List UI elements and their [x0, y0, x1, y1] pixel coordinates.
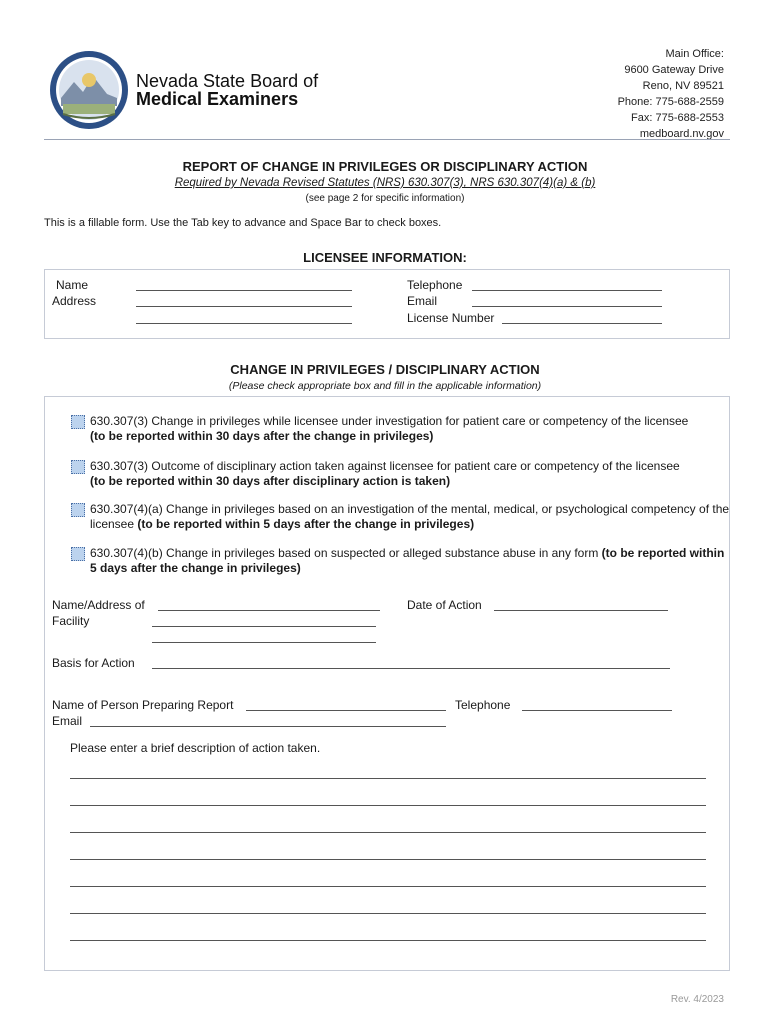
description-line-2[interactable]	[70, 795, 706, 806]
email-label: Email	[407, 294, 438, 308]
description-prompt: Please enter a brief description of action taken.	[70, 741, 321, 755]
preparer-email-label: Email	[52, 714, 83, 728]
org-name-line2: Medical Examiners	[136, 89, 299, 109]
revision-label: Rev. 4/2023	[670, 994, 724, 1005]
option-4-deadline: (to be reported within 5 days after the change in privileges)	[90, 546, 725, 575]
name-label: Name	[56, 278, 89, 292]
date-of-action-field[interactable]	[494, 600, 668, 611]
option-4	[90, 546, 730, 576]
preparer-telephone-label: Telephone	[455, 698, 511, 712]
description-line-6[interactable]	[70, 903, 706, 914]
org-name-line1: Nevada State Board of	[136, 71, 319, 91]
preparer-telephone-field[interactable]	[522, 700, 672, 711]
option-1-checkbox[interactable]	[71, 415, 85, 429]
email-field[interactable]	[472, 296, 662, 307]
office-label: Main Office:	[665, 48, 724, 60]
state-seal-logo	[49, 50, 129, 130]
description-line-5[interactable]	[70, 876, 706, 887]
option-3-checkbox[interactable]	[71, 503, 85, 517]
address-field-2[interactable]	[136, 313, 352, 324]
form-title: REPORT OF CHANGE IN PRIVILEGES OR DISCIPLINARY ACTION	[182, 159, 588, 174]
office-street: 9600 Gateway Drive	[624, 64, 724, 76]
basis-field[interactable]	[152, 658, 670, 669]
date-of-action-label: Date of Action	[407, 598, 482, 612]
option-1-deadline: (to be reported within 30 days after the change in privileges)	[90, 429, 434, 443]
option-4-checkbox[interactable]	[71, 547, 85, 561]
description-line-7[interactable]	[70, 930, 706, 941]
option-3-deadline: (to be reported within 5 days after the change in privileges)	[137, 517, 475, 531]
facility-field-2[interactable]	[152, 616, 376, 627]
description-line-3[interactable]	[70, 822, 706, 833]
fillable-note: This is a fillable form. Use the Tab key to advance and Space Bar to check boxes.	[44, 217, 442, 229]
telephone-label: Telephone	[407, 278, 463, 292]
option-3-text: 630.307(4)(a) Change in privileges based on an investigation of the mental, medical, or psychological competency of the licensee	[90, 502, 730, 531]
option-2-text: 630.307(3) Outcome of disciplinary action taken against licensee for patient care or competency of the licensee	[90, 459, 680, 473]
name-field[interactable]	[136, 280, 352, 291]
license-number-field[interactable]	[502, 313, 662, 324]
description-line-4[interactable]	[70, 849, 706, 860]
option-2	[90, 459, 730, 489]
facility-label-1: Name/Address of	[52, 598, 145, 612]
address-field-1[interactable]	[136, 296, 352, 307]
option-2-deadline: (to be reported within 30 days after disciplinary action is taken)	[90, 474, 451, 488]
office-phone: Phone: 775-688-2559	[617, 96, 724, 108]
office-website: medboard.nv.gov	[639, 128, 724, 140]
option-1-text: 630.307(3) Change in privileges while licensee under investigation for patient care or competency of the licensee	[90, 414, 689, 428]
address-label: Address	[52, 294, 97, 308]
facility-field-3[interactable]	[152, 632, 376, 643]
license-number-label: License Number	[407, 311, 495, 325]
header-divider	[44, 139, 730, 140]
licensee-heading: LICENSEE INFORMATION:	[303, 250, 467, 265]
office-fax: Fax: 775-688-2553	[631, 112, 724, 124]
facility-field-1[interactable]	[158, 600, 380, 611]
action-subheading: (Please check appropriate box and fill in the applicable information)	[228, 380, 542, 392]
office-city: Reno, NV 89521	[642, 80, 724, 92]
form-subtitle-note: (see page 2 for specific information)	[305, 193, 465, 204]
preparer-name-label: Name of Person Preparing Report	[52, 698, 234, 712]
preparer-name-field[interactable]	[246, 700, 446, 711]
description-line-1[interactable]	[70, 768, 706, 779]
facility-label-2: Facility	[52, 614, 90, 628]
telephone-field[interactable]	[472, 280, 662, 291]
option-2-checkbox[interactable]	[71, 460, 85, 474]
option-3	[90, 502, 730, 532]
office-address-block	[618, 46, 724, 142]
preparer-email-field[interactable]	[90, 716, 446, 727]
basis-label: Basis for Action	[52, 656, 135, 670]
option-1	[90, 414, 730, 444]
form-subtitle: Required by Nevada Revised Statutes (NRS) 630.307(3), NRS 630.307(4)(a) & (b)	[174, 177, 596, 189]
option-4-text: 630.307(4)(b) Change in privileges based on suspected or alleged substance abuse in any form	[90, 546, 599, 560]
action-heading: CHANGE IN PRIVILEGES / DISCIPLINARY ACTION	[230, 362, 540, 377]
